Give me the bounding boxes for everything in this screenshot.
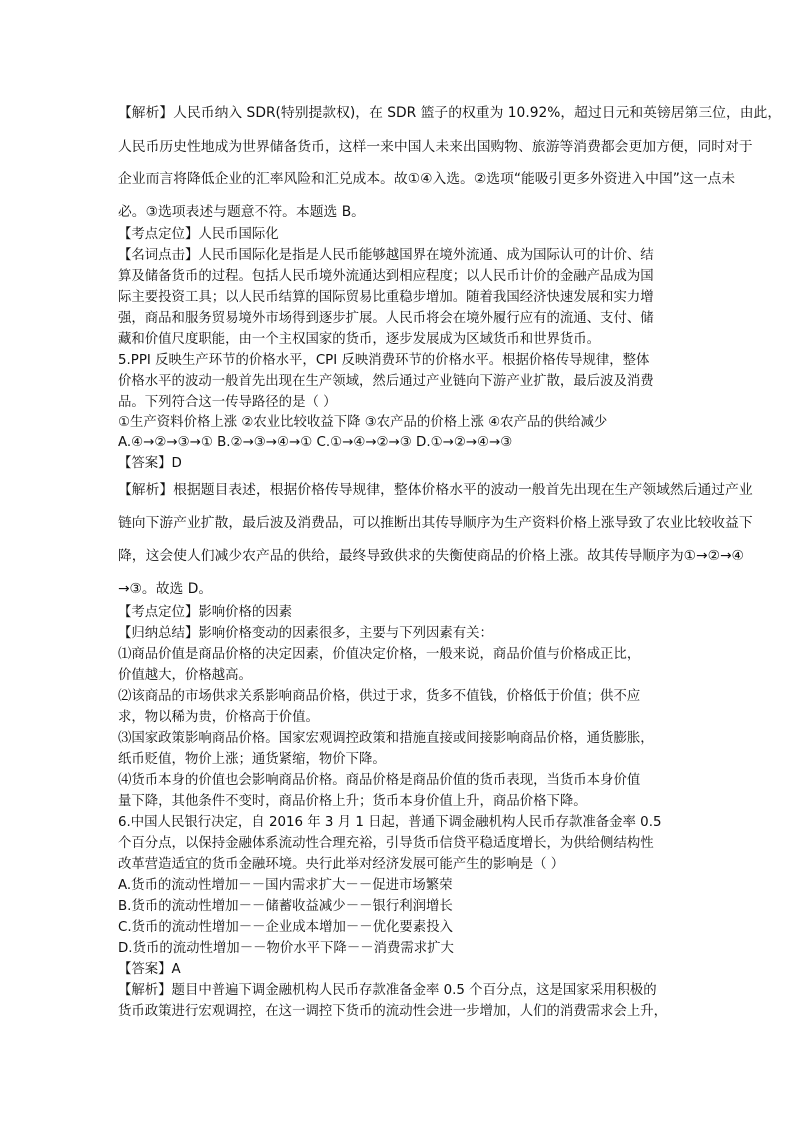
summary-line: 价值越大，价格越高。 bbox=[118, 668, 252, 683]
question-6-option-a: A.货币的流动性增加－－国内需求扩大－－促进市场繁荣 bbox=[118, 878, 453, 893]
question-6-stem: 个百分点，以保持金融体系流动性合理充裕，引导货币信贷平稳适度增长，为供给侧结构性 bbox=[118, 836, 654, 851]
exam-point-label: 【考点定位】影响价格的因素 bbox=[118, 605, 293, 620]
term-explanation-line: 藏和价值尺度职能，由一个主权国家的货币，逐步发展成为区域货币和世界货币。 bbox=[118, 332, 601, 347]
analysis-paragraph-2-line: 链向下游产业扩散，最后波及消费品，可以推断出其传导顺序为生产资料价格上涨导致了农业比较收益下 bbox=[118, 515, 753, 531]
question-6-option-c: C.货币的流动性增加－－企业成本增加－－优化要素投入 bbox=[118, 920, 453, 935]
summary-line: ⑴商品价值是商品价格的决定因素，价值决定价格，一般来说，商品价值与价格成正比， bbox=[118, 647, 641, 662]
summary-line: 求，物以稀为贵，价格高于价值。 bbox=[118, 710, 319, 725]
question-6-stem: 改革营造适宜的货币金融环境。央行此举对经济发展可能产生的影响是（ ） bbox=[118, 857, 565, 872]
summary-line: ⑷货币本身的价值也会影响商品价格。商品价格是商品价值的货币表现，当货币本身价值 bbox=[118, 773, 641, 788]
term-explanation-line: 算及储备货币的过程。包括人民币境外流通达到相应程度；以人民币计价的金融产品成为国 bbox=[118, 269, 654, 284]
term-explanation-line: 强，商品和服务贸易境外市场得到逐步扩展。人民币将会在境外履行应有的流通、支付、储 bbox=[118, 311, 654, 326]
summary-line: 纸币贬值，物价上涨；通货紧缩，物价下降。 bbox=[118, 752, 386, 767]
question-6-option-b: B.货币的流动性增加－－储蓄收益减少－－银行利润增长 bbox=[118, 899, 453, 914]
answer-label: 【答案】D bbox=[118, 456, 182, 471]
term-explanation-line: 际主要投资工具；以人民币结算的国际贸易比重稳步增加。随着我国经济快速发展和实力增 bbox=[118, 290, 654, 305]
summary-line: 量下降，其他条件不变时，商品价格上升；货币本身价值上升，商品价格下降。 bbox=[118, 794, 587, 809]
term-explanation-line: 【名词点击】人民币国际化是指是人民币能够越国界在境外流通、成为国际认可的计价、结 bbox=[118, 248, 654, 263]
answer-label: 【答案】A bbox=[118, 962, 181, 977]
question-5-stem: 5.PPI 反映生产环节的价格水平，CPI 反映消费环节的价格水平。根据价格传导规律，整体 bbox=[118, 353, 650, 368]
question-5-stem: 价格水平的波动一般首先出现在生产领域，然后通过产业链向下游产业扩散，最后波及消费 bbox=[118, 374, 654, 389]
analysis-paragraph-1-line: 人民币历史性地成为世界储备货币，这样一来中国人未来出国购物、旅游等消费都会更加方便，同时对于 bbox=[118, 139, 753, 155]
summary-line: ⑶国家政策影响商品价格。国家宏观调控政策和措施直接或间接影响商品价格，通货膨胀， bbox=[118, 731, 654, 746]
summary-line: 【归纳总结】影响价格变动的因素很多，主要与下列因素有关： bbox=[118, 626, 493, 641]
analysis-paragraph-1-line: 【解析】人民币纳入 SDR(特别提款权)，在 SDR 篮子的权重为 10.92%，超过日元和英镑居第三位，由此， bbox=[118, 105, 782, 121]
question-5-options: A.④→②→③→① B.②→③→④→① C.①→④→②→③ D.①→②→④→③ bbox=[118, 435, 513, 450]
analysis-paragraph-2-line: →③。故选 D。 bbox=[118, 581, 213, 597]
question-6-option-d: D.货币的流动性增加－－物价水平下降－－消费需求扩大 bbox=[118, 941, 454, 956]
question-6-stem: 6.中国人民银行决定，自 2016 年 3 月 1 日起，普通下调金融机构人民币存款准备金率 0.5 bbox=[118, 815, 662, 830]
summary-line: ⑵该商品的市场供求关系影响商品价格，供过于求，货多不值钱，价格低于价值；供不应 bbox=[118, 689, 641, 704]
analysis-paragraph-3-line: 货币政策进行宏观调控，在这一调控下货币的流动性会进一步增加，人们的消费需求会上升， bbox=[118, 1004, 668, 1019]
question-5-items: ①生产资料价格上涨 ②农业比较收益下降 ③农产品的价格上涨 ④农产品的供给减少 bbox=[118, 415, 608, 430]
analysis-paragraph-1-line: 企业而言将降低企业的汇率风险和汇兑成本。故①④入选。②选项“能吸引更多外资进入中国”这一点未 bbox=[118, 171, 736, 187]
analysis-paragraph-3-line: 【解析】题目中普遍下调金融机构人民币存款准备金率 0.5 个百分点，这是国家采用积极的 bbox=[118, 983, 657, 998]
question-5-stem: 品。下列符合这一传导路径的是（ ） bbox=[118, 395, 337, 410]
analysis-paragraph-1-line: 必。③选项表述与题意不符。本题选 B。 bbox=[118, 204, 365, 220]
analysis-paragraph-2-line: 【解析】根据题目表述，根据价格传导规律，整体价格水平的波动一般首先出现在生产领域然后通过产业 bbox=[118, 482, 753, 498]
exam-point-label: 【考点定位】人民币国际化 bbox=[118, 227, 279, 242]
analysis-paragraph-2-line: 降，这会使人们减少农产品的供给，最终导致供求的失衡使商品的价格上涨。故其传导顺序为①→②→④ bbox=[118, 548, 744, 564]
